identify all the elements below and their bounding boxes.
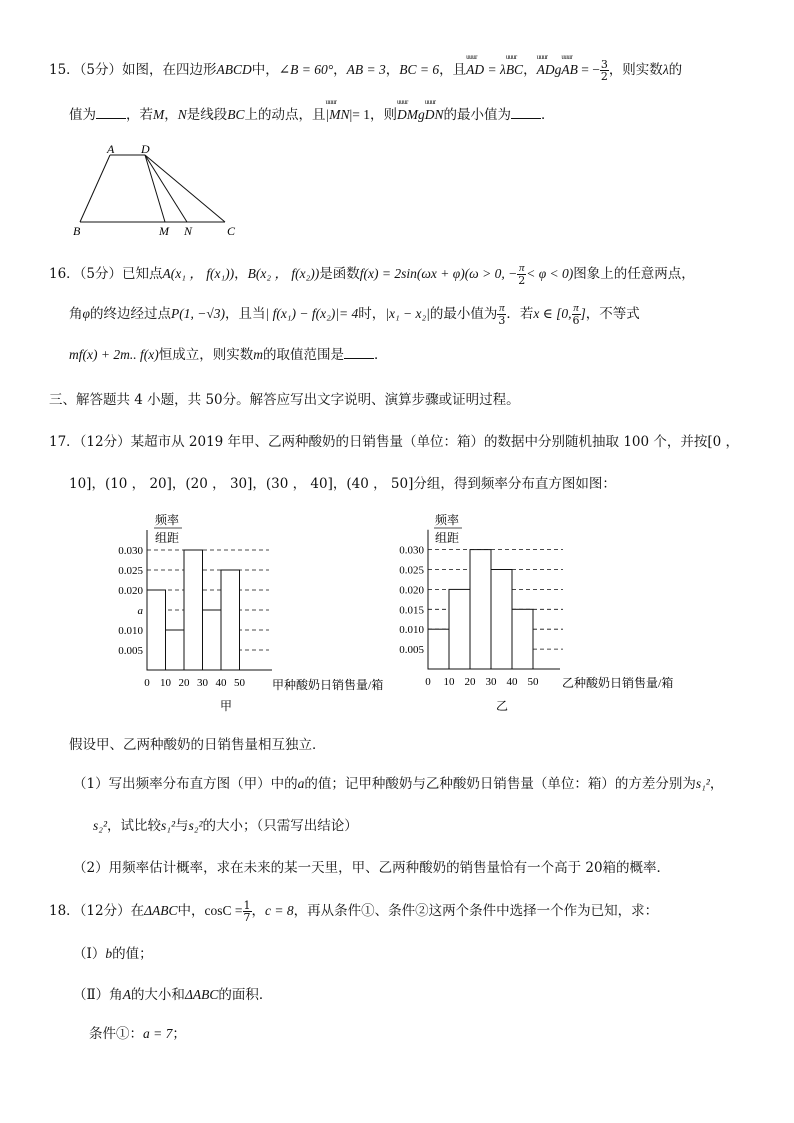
jia-x-tick-label: 50 [234,677,245,689]
quadrilateral-figure [65,140,255,240]
yi-bar [449,589,470,669]
yi-x-tick-label: 0 [425,676,431,688]
jia-bar [184,550,203,670]
yi-xlabel: 乙种酸奶日销售量/箱 [562,676,674,690]
yi-ylabel-bottom: 组距 [435,531,460,545]
q15-line2: 值为 ，若M，N是线段BC上的动点，且uuur |MN|= 1，则uuur DMguuur DN的最小值为 ． [69,103,554,123]
jia-x-tick-label: 20 [178,677,190,689]
q17-part1-line1: （1）写出频率分布直方图（甲）中的a的值；记甲种酸奶与乙种酸奶日销售量（单位：箱）的方差分别为s₁²， [73,776,724,792]
jia-y-tick-label: a [137,605,143,617]
yi-x-tick-label: 20 [464,676,476,688]
jia-y-tick-label: 0.020 [118,585,143,597]
label-a: A [107,142,115,156]
yi-title: 乙 [496,699,509,713]
yi-bar [428,629,449,669]
q17-part1-line2: s₂²，试比较s₁²与s₂²的大小；（只需写出结论） [93,818,358,834]
yi-y-tick-label: 0.025 [399,564,424,577]
jia-y-tick-label: 0.005 [118,645,143,657]
yi-x-tick-label: 30 [485,676,497,688]
yi-x-tick-label: 10 [443,676,455,688]
jia-xlabel: 甲种酸奶日销售量/箱 [272,678,384,692]
yi-y-tick-label: 0.015 [399,604,424,617]
answer-blank [344,346,374,359]
jia-x-tick-label: 30 [197,677,208,689]
q17-part2: （2）用频率估计概率，求在未来的某一天里，甲、乙两种酸奶的销售量恰有一个高于 20箱的概率． [73,860,671,876]
jia-title: 甲 [220,699,233,713]
q16-line1: 16．（5分）已知点A(x₁ ， f(x₁))，B(x₂ ， f(x₂))是函数f(x) = 2sin(ωx + φ)(ω > 0, − $\frac{\pi}{2}$ < φ < 0)图象上的任意两点， [49,262,695,287]
q17-line2: 10]，(10 ， 20]，(20 ， 30]，(30 ， 40]，(40 ， 50]分组，得到频率分布直方图如图： [69,476,616,492]
yi-y-tick-label: 0.020 [399,584,424,597]
yi-y-tick-label: 0.030 [399,544,424,557]
jia-bar [221,570,240,670]
q15-line1: 15．（5分）如图，在四边形ABCD中，∠B = 60°，AB = 3，BC = 6，且uuur AD = λuuur BC，uuur ADguuur AB = − $\frac{3}{2}$ ，则实数λ的 [49,58,682,82]
jia-bar [166,630,185,670]
yi-bar [470,550,491,669]
jia-x-tick-label: 40 [215,677,227,689]
label-c: C [227,224,236,238]
jia-ylabel-top: 频率 [155,513,180,527]
yi-y-tick-label: 0.010 [399,624,424,637]
jia-x-tick-label: 10 [160,677,171,689]
label-b: B [73,224,81,238]
yi-x-tick-label: 40 [506,676,518,688]
q16-line2: 角φ的终边经过点P(1, −√3)，且当| f(x₁) − f(x₂)|= 4时，|x₁ − x₂|的最小值为 $\frac{\pi}{3}$ ．若x ∈ [0, $\frac{\pi}{6}$ ]，不等式 [69,302,640,327]
fraction-3-2: $\frac{3}{2}$ [600,58,608,83]
yi-bar [491,570,512,670]
yi-ylabel-top: 频率 [435,513,460,527]
jia-x-tick-label: 0 [144,677,150,689]
section-3-heading: 三、解答题共 4 小题，共 50分。解答应写出文字说明、演算步骤或证明过程。 [49,392,520,408]
label-n: N [184,224,193,238]
jia-bar [147,590,166,670]
jia-bar [203,610,222,670]
yi-y-tick-label: 0.005 [399,644,424,657]
yi-x-tick-label: 50 [527,676,539,688]
jia-y-tick-label: 0.030 [118,545,143,557]
yi-bar [512,609,533,669]
q17-assumption: 假设甲、乙两种酸奶的日销售量相互独立． [69,737,326,753]
label-d: D [141,142,150,156]
q18-part2: （Ⅱ）角A的大小和ΔABC的面积． [73,987,273,1003]
label-m: M [159,224,169,238]
q17-line1: 17．（12分）某超市从 2019 年甲、乙两种酸奶的日销售量（单位：箱）的数据中分别随机抽取 100 个，并按[0 ， [49,434,740,450]
histogram-jia [100,508,400,718]
q16-line3: mf(x) + 2m.. f(x)恒成立，则实数m的取值范围是 ． [69,347,388,363]
jia-y-tick-label: 0.010 [118,625,143,637]
q18-condition-1: 条件①：a = 7； [89,1026,186,1042]
q18-part1: （Ⅰ）b的值； [73,946,153,962]
jia-y-tick-label: 0.025 [118,565,143,577]
jia-ylabel-bottom: 组距 [155,531,180,545]
answer-blank [511,106,541,119]
answer-blank [96,106,126,119]
histogram-yi [392,508,692,718]
q18-line1: 18．（12分）在ΔABC中，cosC = $\frac{1}{7}$ ，c = 8，再从条件①、条件②这两个条件中选择一个作为已知，求： [49,899,659,924]
